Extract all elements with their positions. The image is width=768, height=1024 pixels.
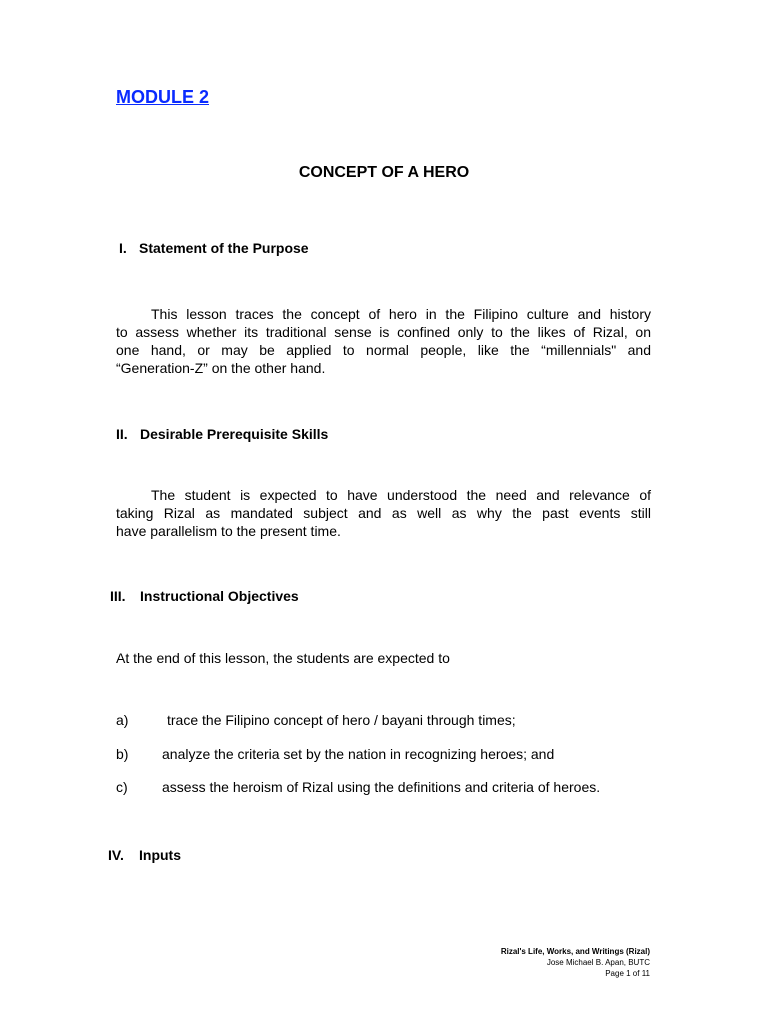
objective-text: trace the Filipino concept of hero / bayani through times; (167, 712, 516, 728)
paragraph-line: taking Rizal as mandated subject and as well as why the past events still (116, 505, 651, 521)
footer-course-title: Rizal's Life, Works, and Writings (Rizal) (500, 947, 650, 956)
paragraph-line: one hand, or may be applied to normal people, like the “millennials" and (116, 342, 651, 358)
section-heading-objectives (110, 588, 299, 604)
paragraph-line: This lesson traces the concept of hero in the Filipino culture and history (151, 306, 651, 322)
document-title: CONCEPT OF A HERO (298, 164, 470, 181)
section-number: I. (119, 240, 127, 256)
objective-letter: c) (116, 779, 128, 795)
section-number: II. (116, 426, 128, 442)
paragraph-line: The student is expected to have understood the need and relevance of (151, 487, 651, 503)
prerequisite-paragraph (116, 486, 651, 540)
section-title: Statement of the Purpose (139, 240, 309, 256)
footer-page-number: Page 1 of 11 (605, 969, 650, 978)
section-heading-purpose (119, 240, 309, 256)
section-title: Inputs (139, 847, 181, 863)
objective-text: assess the heroism of Rizal using the definitions and criteria of heroes. (162, 779, 601, 795)
objective-letter: b) (116, 746, 129, 762)
objective-text: analyze the criteria set by the nation in recognizing heroes; and (162, 746, 555, 762)
objective-letter: a) (116, 712, 129, 728)
section-number: III. (110, 588, 126, 604)
paragraph-line: to assess whether its traditional sense is confined only to the likes of Rizal, on (116, 324, 651, 340)
section-title: Instructional Objectives (140, 588, 299, 604)
objectives-intro: At the end of this lesson, the students are expected to (116, 650, 450, 666)
footer-author: Jose Michael B. Apan, BUTC (546, 958, 650, 967)
paragraph-line: “Generation-Z” on the other hand. (116, 360, 326, 376)
section-title: Desirable Prerequisite Skills (140, 426, 329, 442)
module-title: MODULE 2 (116, 87, 210, 107)
section-heading-inputs (108, 847, 181, 863)
paragraph-line: have parallelism to the present time. (116, 523, 341, 539)
page-footer (501, 946, 650, 979)
purpose-paragraph (116, 305, 651, 377)
section-number: IV. (108, 847, 124, 863)
section-heading-prerequisite (116, 426, 328, 442)
